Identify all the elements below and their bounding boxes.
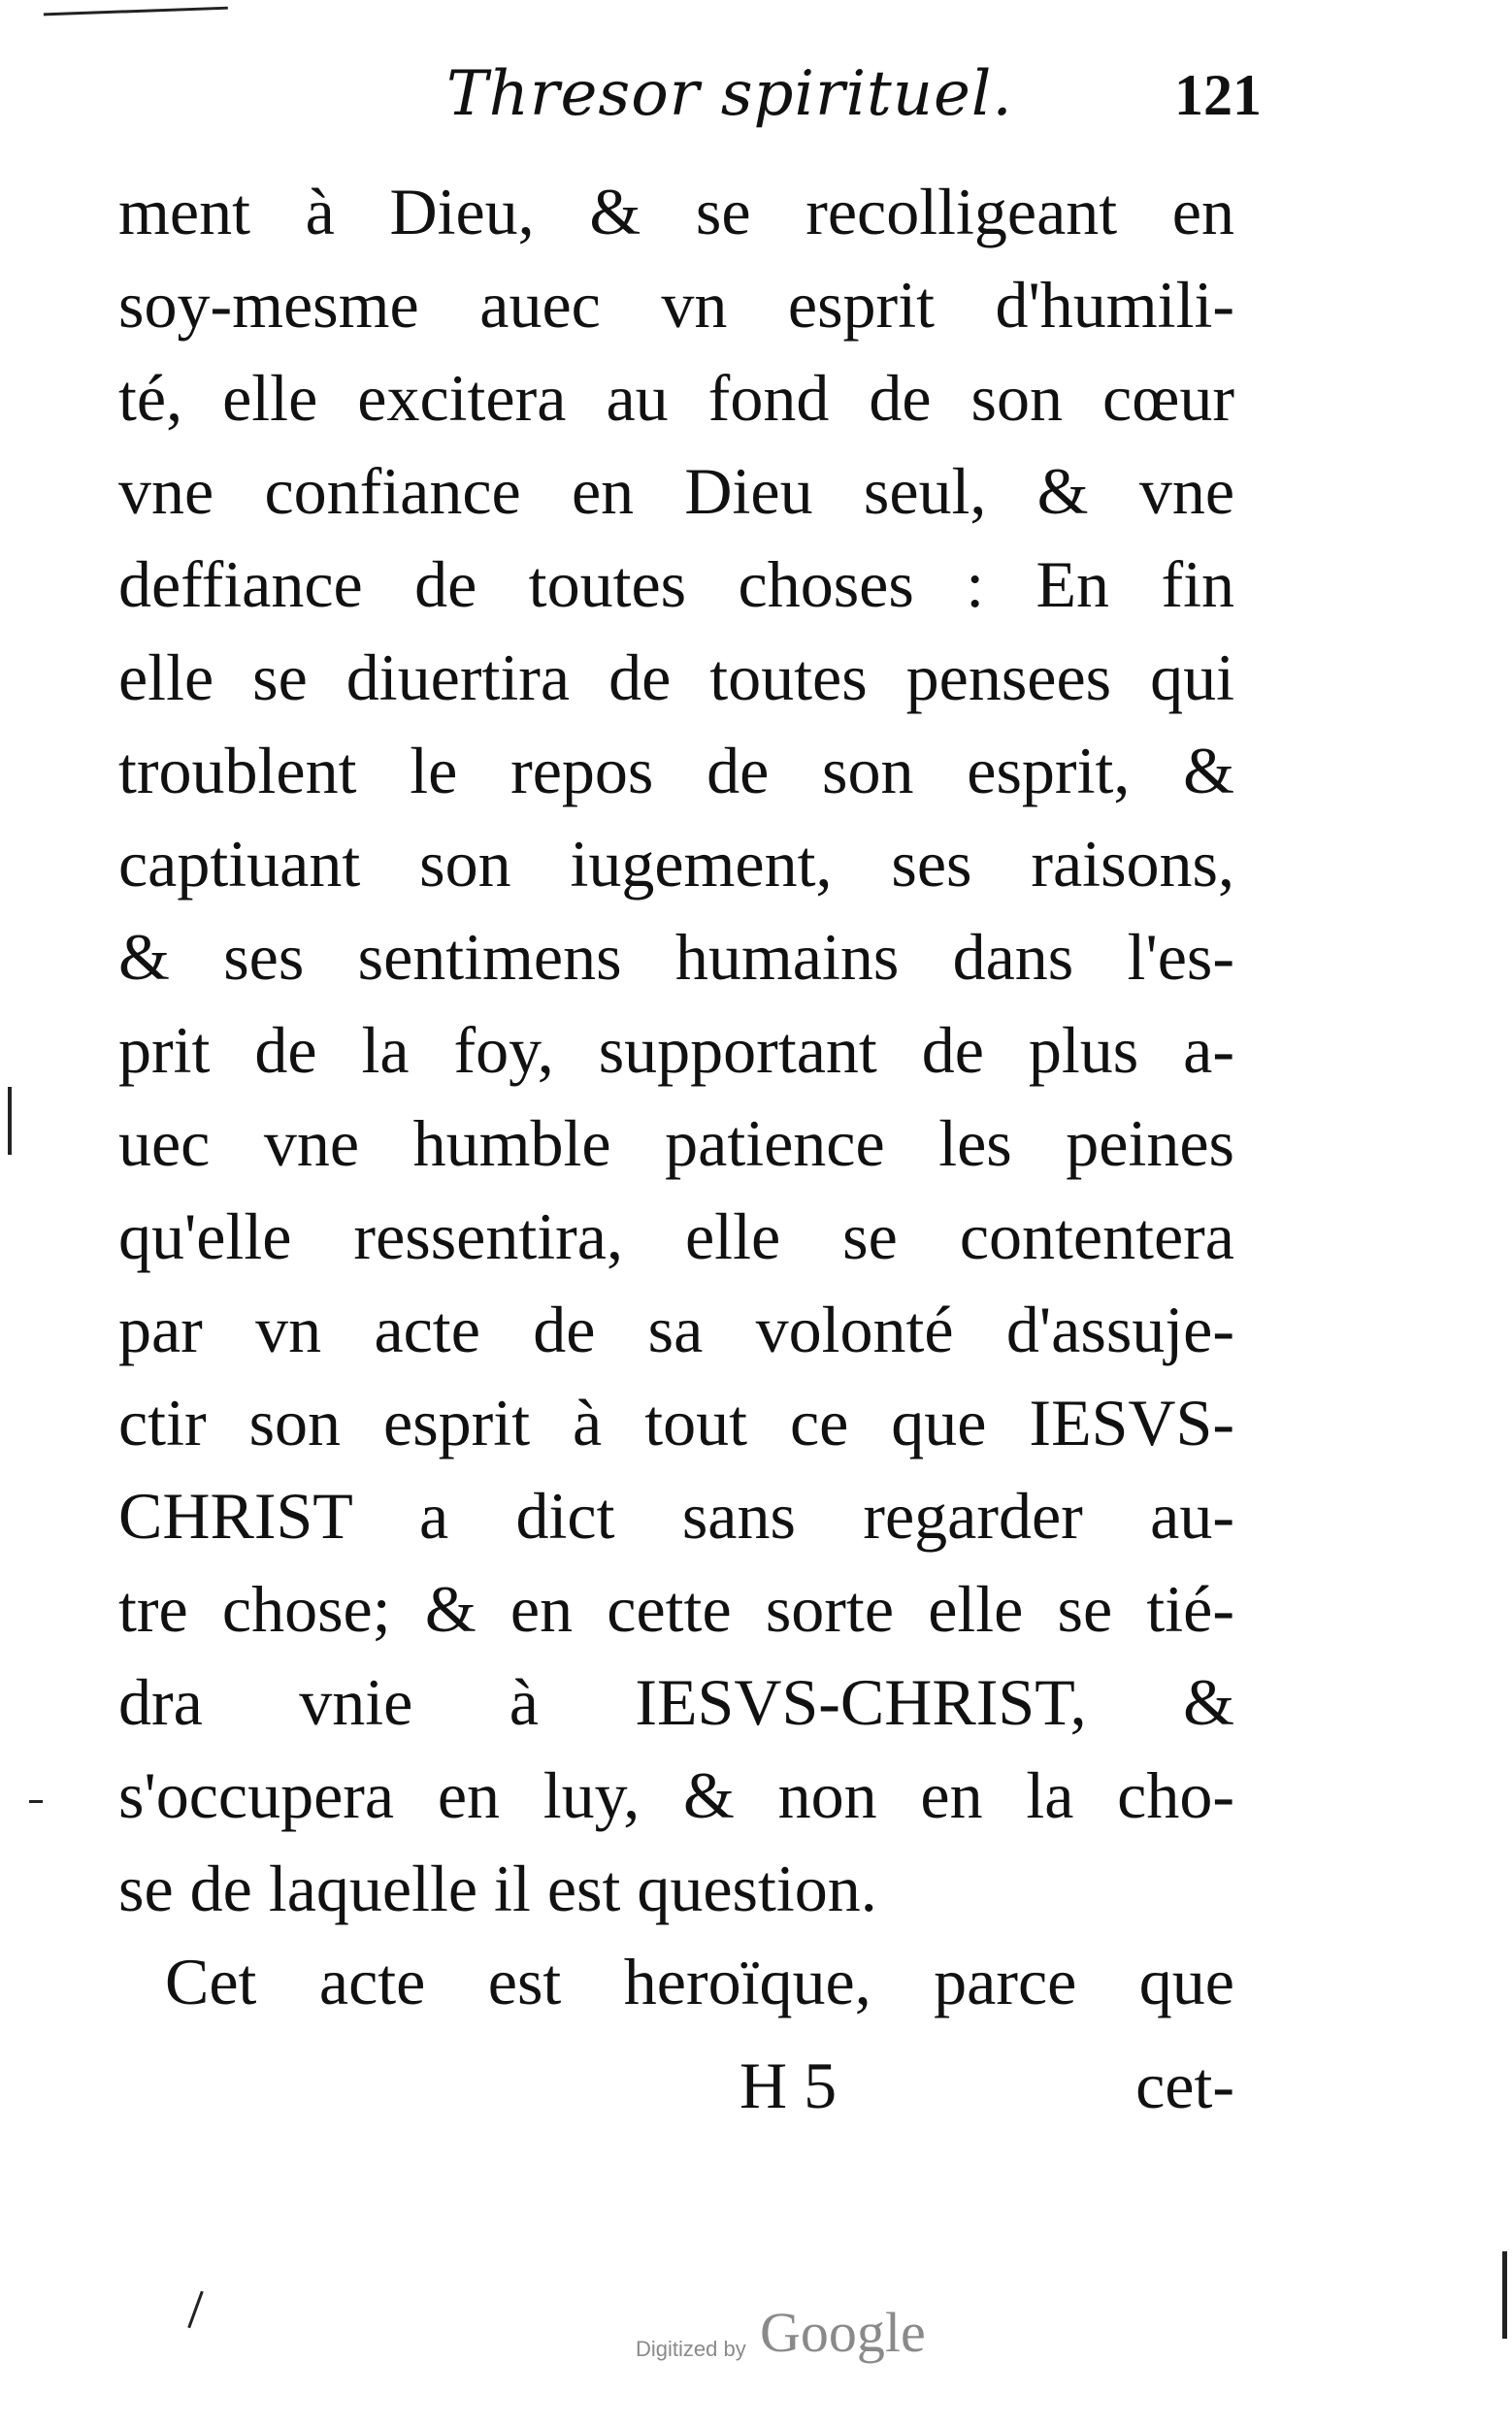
text-line-3: té, elle excitera au fond de son cœur xyxy=(118,361,1234,435)
text-line-14: ctir son esprit à tout ce que IESVS- xyxy=(118,1386,1234,1459)
text-line-2: soy-mesme auec vn esprit d'humili- xyxy=(118,268,1234,342)
text-line-5: deffiance de toutes choses : En fin xyxy=(118,547,1234,621)
text-line-20: Cet acte est heroïque, parce que xyxy=(165,1945,1234,2018)
corner-ink-mark xyxy=(44,7,228,24)
text-line-4: vne confiance en Dieu seul, & vne xyxy=(118,454,1234,528)
text-line-19: se de laquelle il est question. xyxy=(118,1852,877,1925)
text-line-13: par vn acte de sa volonté d'assuje- xyxy=(118,1293,1234,1366)
catchword: cet- xyxy=(1135,2049,1234,2122)
signature-mark: H 5 xyxy=(740,2049,838,2122)
ink-speck xyxy=(1502,2251,1507,2339)
digitized-watermark xyxy=(636,2300,1004,2377)
text-line-16: tre chose; & en cette sorte elle se tié- xyxy=(118,1572,1234,1646)
page-header xyxy=(408,58,1262,155)
ink-speck xyxy=(29,1800,43,1803)
text-line-7: troublent le repos de son esprit, & xyxy=(118,734,1234,807)
signature-line xyxy=(118,2048,1234,2145)
text-line-10: prit de la foy, supportant de plus a- xyxy=(118,1013,1234,1087)
text-line-12: qu'elle ressentira, elle se contentera xyxy=(118,1199,1234,1273)
text-line-1: ment à Dieu, & se recolligeant en xyxy=(118,175,1234,248)
text-line-8: captiuant son iugement, ses raisons, xyxy=(118,827,1234,901)
text-line-18: s'occupera en luy, & non en la cho- xyxy=(118,1758,1234,1832)
watermark-prefix: Digitized by xyxy=(636,2337,746,2361)
text-line-9: & ses sentimens humains dans l'es- xyxy=(118,920,1234,994)
text-line-6: elle se diuertira de toutes pensees qui xyxy=(118,640,1234,714)
page-number: 121 xyxy=(1174,63,1262,127)
running-title: Thresor spirituel. xyxy=(446,58,1013,130)
body-text xyxy=(118,165,1234,2028)
text-line-17: dra vnie à IESVS-CHRIST, & xyxy=(118,1665,1234,1739)
ink-speck xyxy=(187,2291,203,2329)
google-logo: Google xyxy=(760,2301,926,2364)
text-line-15: CHRIST a dict sans regarder au- xyxy=(118,1479,1234,1553)
text-line-11: uec vne humble patience les peines xyxy=(118,1106,1234,1180)
ink-speck xyxy=(8,1087,12,1155)
